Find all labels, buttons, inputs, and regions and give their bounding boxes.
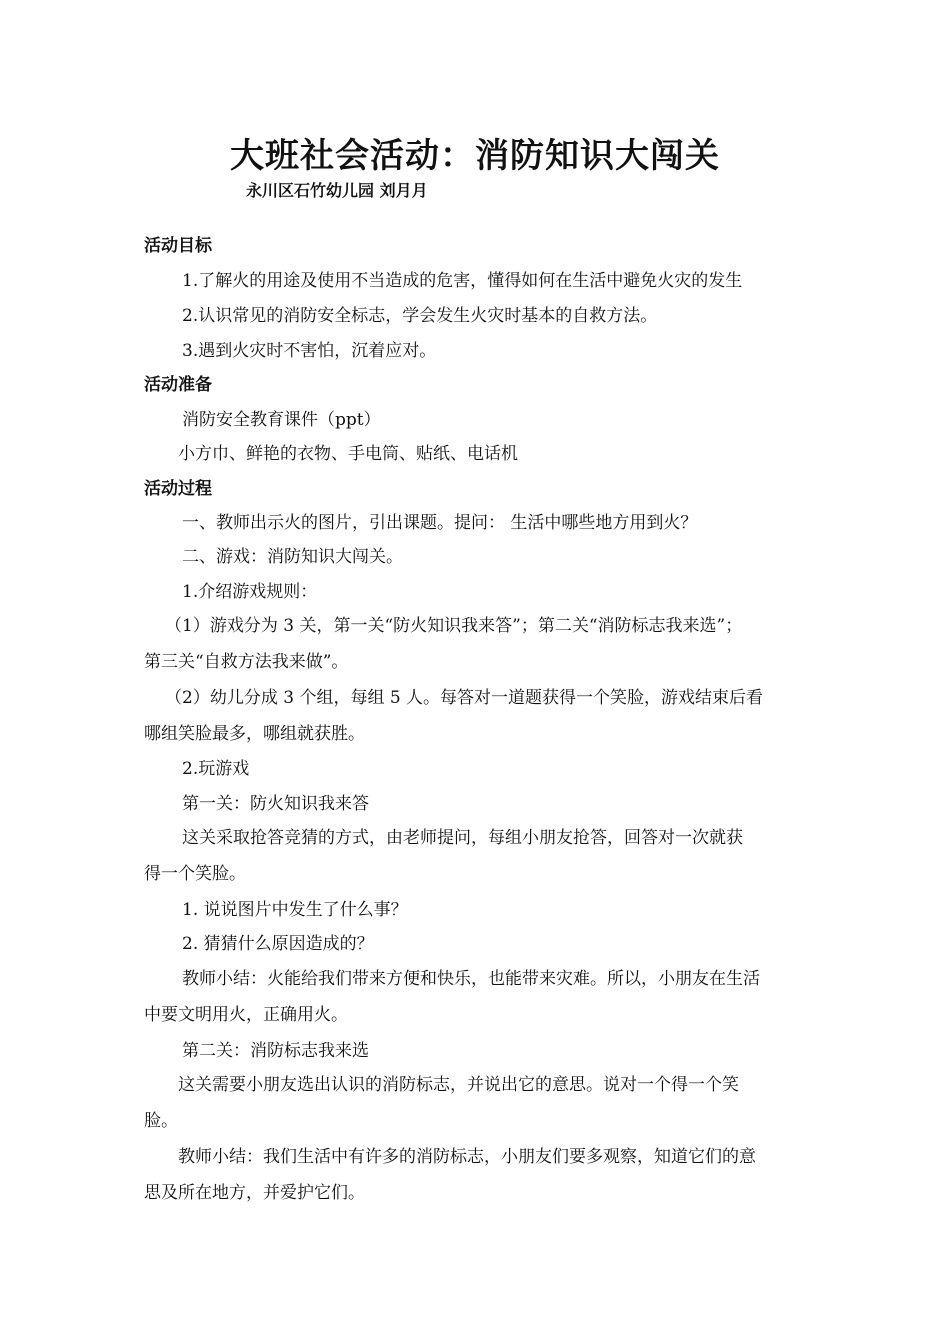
section-heading-process: 活动过程 — [144, 479, 212, 499]
process-line: （2）幼儿分成 3 个组，每组 5 人。每答对一道题获得一个笑脸，游戏结束后看 — [165, 688, 764, 708]
process-line: 第二关：消防标志我来选 — [182, 1041, 369, 1061]
process-line: 1. 说说图片中发生了什么事？ — [182, 900, 408, 920]
goal-item: 2.认识常见的消防安全标志，学会发生火灾时基本的自救方法。 — [182, 306, 658, 326]
process-line: 教师小结：我们生活中有许多的消防标志，小朋友们要多观察，知道它们的意 — [178, 1147, 756, 1167]
goal-item: 3.遇到火灾时不害怕，沉着应对。 — [182, 341, 437, 361]
process-line: 二、游戏：消防知识大闯关。 — [182, 547, 403, 567]
process-line: 第三关“自救方法我来做”。 — [144, 652, 349, 672]
goal-item: 1.了解火的用途及使用不当造成的危害，懂得如何在生活中避免火灾的发生 — [182, 271, 743, 291]
preparation-item: 小方巾、鲜艳的衣物、手电筒、贴纸、电话机 — [178, 444, 518, 464]
process-line: 中要文明用火，正确用火。 — [144, 1005, 348, 1025]
process-line: 这关需要小朋友选出认识的消防标志，并说出它的意思。说对一个得一个笑 — [178, 1075, 739, 1095]
process-line: 1.介绍游戏规则： — [182, 582, 318, 602]
process-line: （1）游戏分为 3 关，第一关“防火知识我来答”；第二关“消防标志我来选”； — [165, 616, 743, 636]
process-line: 一、教师出示火的图片，引出课题。提问： 生活中哪些地方用到火？ — [182, 513, 698, 533]
document-title: 大班社会活动：消防知识大闯关 — [230, 136, 720, 176]
process-line: 2.玩游戏 — [182, 759, 250, 779]
preparation-item: 消防安全教育课件（ppt） — [182, 410, 381, 430]
document-author: 永川区石竹幼儿园 刘月月 — [246, 181, 428, 200]
process-line: 第一关：防火知识我来答 — [182, 794, 369, 814]
process-line: 思及所在地方，并爱护它们。 — [144, 1183, 365, 1203]
process-line: 哪组笑脸最多，哪组就获胜。 — [144, 724, 365, 744]
process-line: 教师小结：火能给我们带来方便和快乐，也能带来灾难。所以，小朋友在生活 — [182, 969, 760, 989]
process-line: 脸。 — [144, 1111, 178, 1131]
process-line: 这关采取抢答竞猜的方式，由老师提问，每组小朋友抢答，回答对一次就获 — [182, 828, 743, 848]
section-heading-goals: 活动目标 — [144, 236, 212, 256]
section-heading-preparation: 活动准备 — [144, 375, 212, 395]
process-line: 2. 猜猜什么原因造成的？ — [182, 934, 374, 954]
process-line: 得一个笑脸。 — [144, 864, 246, 884]
